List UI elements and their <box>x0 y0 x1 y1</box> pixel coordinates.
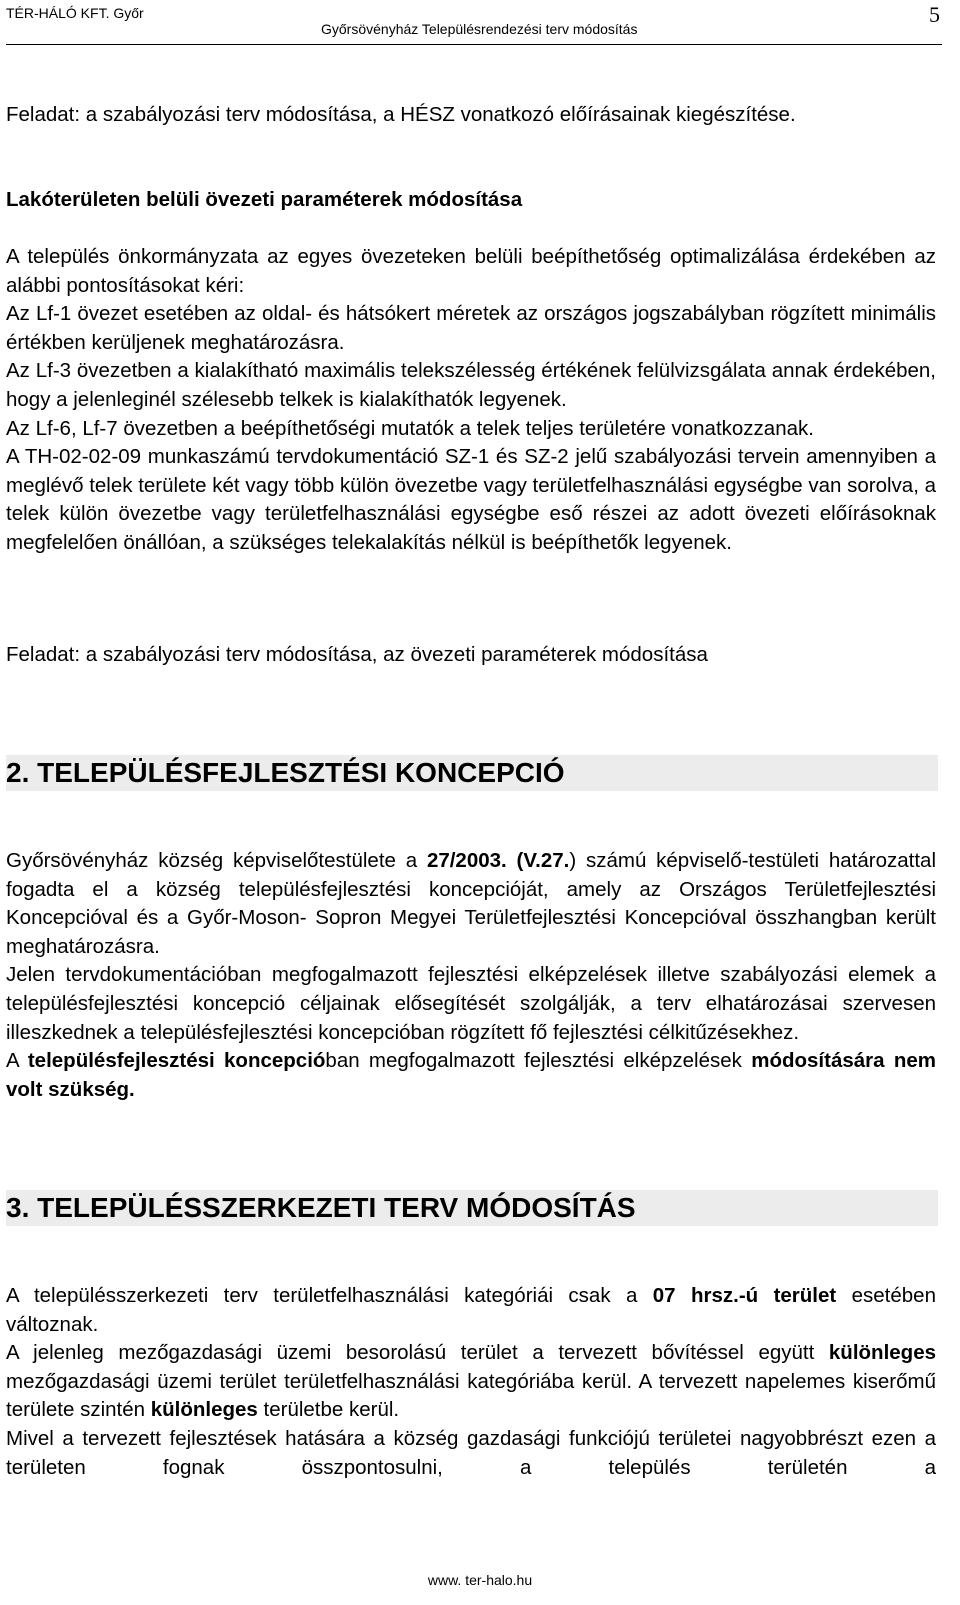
s2-p3-text-c: ban megfogalmazott fejlesztési elképzelések <box>325 1049 752 1073</box>
section-2-body <box>6 847 936 1104</box>
zone-paragraph-2: Az Lf-1 övezet esetében az oldal- és hátsókert méretek az országos jogszabályban rögzített minimális értékben kerüljenek meghatározásra. <box>6 302 936 354</box>
footer-website: www. ter-halo.hu <box>427 1572 533 1588</box>
zone-paragraph-4: Az Lf-6, Lf-7 övezetben a beépíthetőségi mutatók a telek teljes területére vonatkozzanak. <box>6 416 814 440</box>
header-document-title: Győrsövényház Településrendezési terv módosítás <box>321 21 638 37</box>
zone-section-title: Lakóterületen belüli övezeti paraméterek módosítása <box>6 188 523 211</box>
page-number: 5 <box>929 2 940 27</box>
zone-task: Feladat: a szabályozási terv módosítása, az övezeti paraméterek módosítása <box>6 643 708 666</box>
section-2-paragraph-1 <box>6 847 936 961</box>
section-3-heading: 3. TELEPÜLÉSSZERKEZETI TERV MÓDOSÍTÁS <box>6 1190 938 1226</box>
section-3-paragraph-3: Mivel a tervezett fejlesztések hatására a község gazdasági funkciójú területei nagyobbrészt ezen a területen fognak összpontosulni, a település területén a <box>6 1426 936 1479</box>
s3-p2-text-e: területbe kerül. <box>257 1398 400 1422</box>
resolution-number: 27/2003. (V.27. <box>426 849 570 872</box>
intro-block <box>6 101 936 130</box>
zone-paragraph-5: A TH-02-02-09 munkaszámú tervdokumentáció SZ-1 és SZ-2 jelű szabályozási tervein amennyiben a meglévő telek területe két vagy több külön övezetbe vagy területfelhasználási egységbe van sorolva, a telek külön övezetbe vagy területfelhasználási egységbe eső részei az adott övezeti előírásoknak megfelelően önállóan, a szükséges telekalakítás nélkül is beépíthetők legyenek. <box>6 445 936 554</box>
zone-section-body <box>6 243 936 558</box>
s2-p3-bold-concept: településfejlesztési koncepció <box>27 1049 326 1073</box>
s3-p2-text-a: A jelenleg mezőgazdasági üzemi besorolású terület a tervezett bővítéssel együtt <box>6 1341 829 1365</box>
zone-task-block <box>6 641 936 670</box>
header-company: TÉR-HÁLÓ KFT. Győr <box>6 5 144 21</box>
s2-p1-text-a: Győrsövényház község képviselőtestülete a <box>6 849 427 872</box>
zone-section <box>6 186 936 215</box>
s3-p1-text-a: A településszerkezeti terv területfelhasználási kategóriái csak a <box>6 1284 653 1307</box>
s3-p2-bold-special-2: különleges <box>150 1398 258 1422</box>
zone-paragraph-3: Az Lf-3 övezetben a kialakítható maximális telekszélesség értékének felülvizsgálata annak érdekében, hogy a jelenleginél szélesebb telkek is kialakíthatók legyenek. <box>6 359 936 411</box>
section-2-paragraph-2: Jelen tervdokumentációban megfogalmazott fejlesztési elképzelések illetve szabályozási elemek a településfejlesztési koncepció céljainak elősegítését szolgálják, a terv elhatározásai szervesen illeszkednek a településfejlesztési koncepcióban rögzített fő fejlesztési célkitűzésekhez. <box>6 963 936 1044</box>
intro-task: Feladat: a szabályozási terv módosítása, a HÉSZ vonatkozó előírásainak kiegészítése. <box>6 103 796 126</box>
zone-paragraph-1: A település önkormányzata az egyes övezeteken belüli beépíthetőség optimalizálása érdekében az alábbi pontosításokat kéri: <box>6 245 936 297</box>
section-3-paragraph-2 <box>6 1339 936 1425</box>
section-3-paragraph-1 <box>6 1282 936 1339</box>
page-header <box>6 0 942 45</box>
s3-p2-bold-special-1: különleges <box>828 1341 936 1365</box>
s2-p3-text-a: A <box>6 1049 28 1073</box>
s3-p1-bold-plot: 07 hrsz.-ú terület <box>652 1284 837 1307</box>
section-2-paragraph-3 <box>6 1047 936 1104</box>
s2-p1-text-c: ) számú képviselő-testületi határozattal fogadta el a község településfejlesztési koncepcióját, amely az Országos Területfejlesztési Koncepcióval és a Győr-Moson- Sopron Megyei Területfejlesztési Koncepcióval összhangban került meghatározásra. <box>6 849 936 958</box>
section-3-body <box>6 1282 936 1482</box>
s3-p1-text-c: esetében változnak. <box>6 1284 936 1336</box>
s2-p3-bold-conclusion: módosítására nem volt szükség. <box>6 1049 936 1101</box>
s3-p2-text-c: mezőgazdasági üzemi terület területfelhasználási kategóriába kerül. A tervezett napelemes kiserőmű területe szintén <box>6 1369 936 1422</box>
section-2-heading: 2. TELEPÜLÉSFEJLESZTÉSI KONCEPCIÓ <box>6 755 938 791</box>
page-footer <box>0 1572 960 1588</box>
